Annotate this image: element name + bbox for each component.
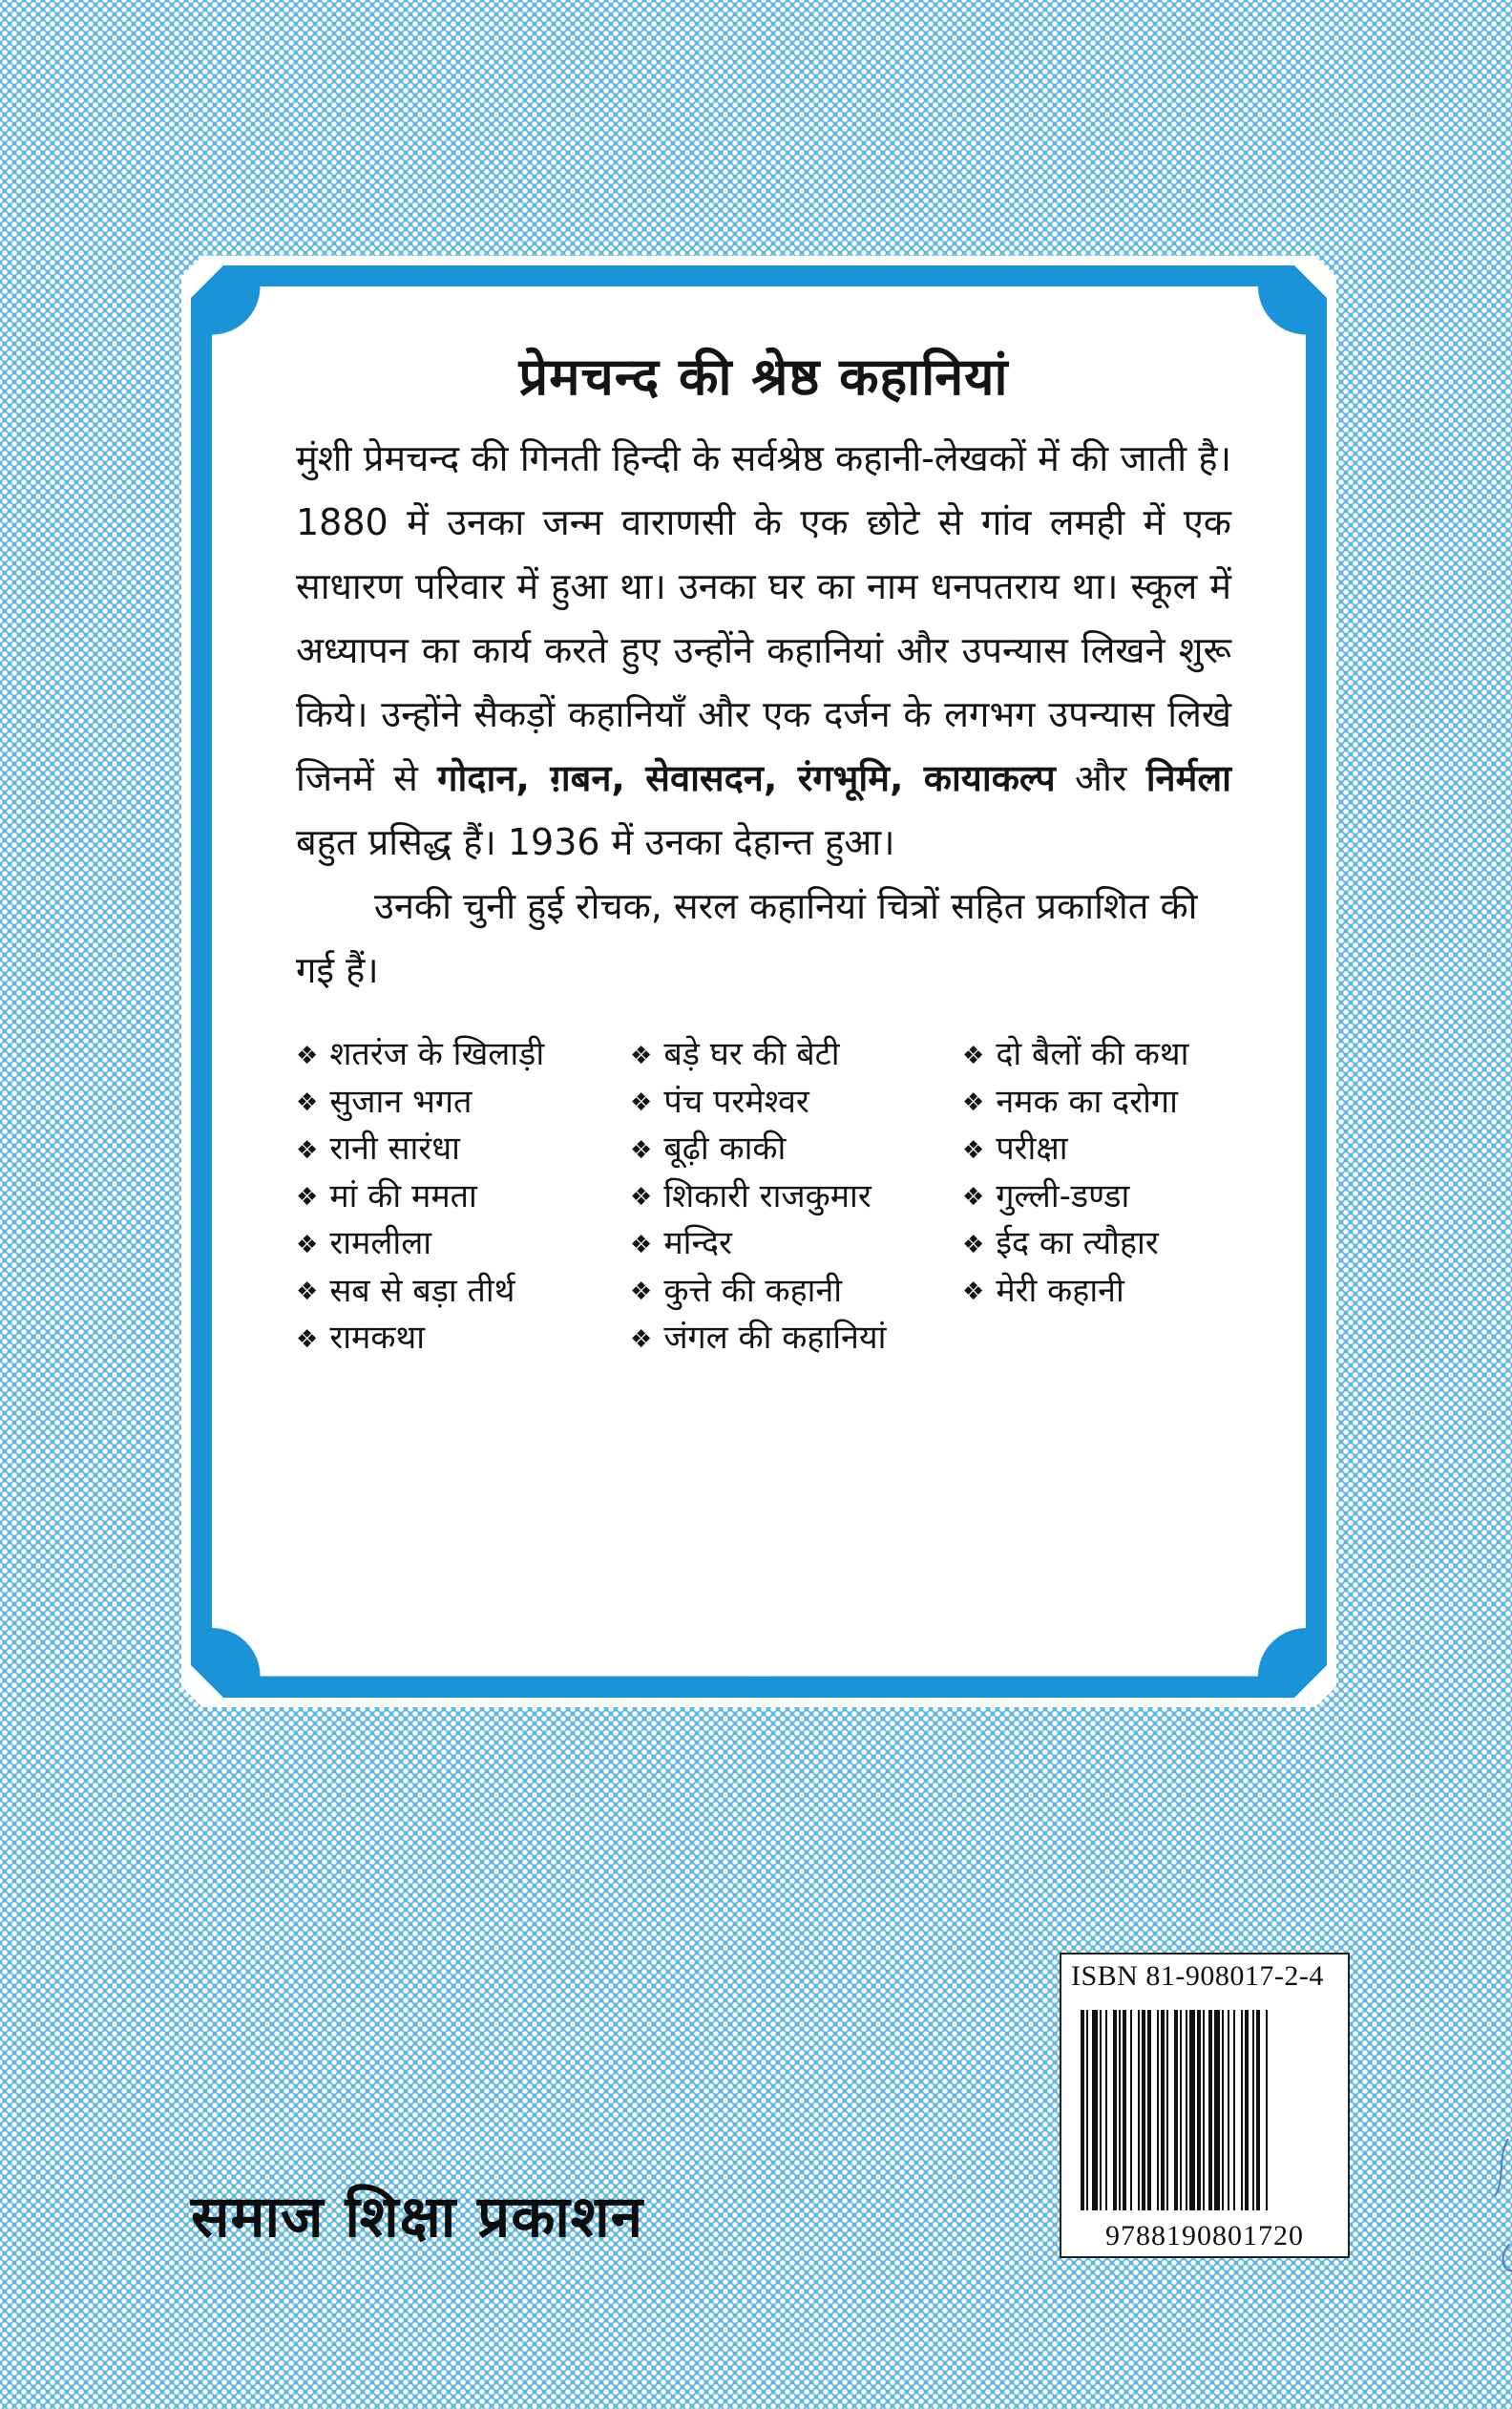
bullet-icon: ❖ xyxy=(296,1135,319,1165)
panel-content xyxy=(296,339,1231,1363)
bullet-icon: ❖ xyxy=(962,1230,985,1259)
barcode-icon xyxy=(1081,2010,1329,2210)
barcode-bar xyxy=(1197,2010,1201,2210)
description-text-end: बहुत प्रसिद्ध हैं। 1936 में उनका देहान्त हुआ। xyxy=(296,821,895,863)
bullet-icon: ❖ xyxy=(962,1135,985,1165)
bullet-icon: ❖ xyxy=(962,1183,985,1212)
bullet-icon: ❖ xyxy=(630,1088,653,1117)
bullet-icon: ❖ xyxy=(296,1230,319,1259)
story-item: ❖ मन्दिर xyxy=(630,1224,732,1262)
description-and: और xyxy=(1075,757,1127,799)
barcode-bar xyxy=(1189,2010,1195,2210)
barcode-bar xyxy=(1241,2010,1243,2210)
barcode-bar xyxy=(1266,2010,1268,2210)
story-item: ❖ परीक्षा xyxy=(962,1130,1068,1168)
story-item: ❖ शतरंज के खिलाड़ी xyxy=(296,1035,545,1073)
story-item: ❖ जंगल की कहानियां xyxy=(630,1319,887,1357)
story-item: ❖ मां की ममता xyxy=(296,1176,477,1215)
description-text: मुंशी प्रेमचन्द की गिनती हिन्दी के सर्वश्रेष्ठ कहानी-लेखकों में की जाती है। 1880 में उनका जन्म वाराणसी के एक छोटे से गांव लमही में एक साधारण परिवार में हुआ था। उनका घर का नाम धनपतराय था। स्कूल में अध्यापन का कार्य करते हुए उन्होंने कहानियां और उपन्यास लिखने शुरू किये। उन्होंने सैकड़ों कहानियाँ और एक दर्जन के लगभग उपन्यास लिखे जिनमें से xyxy=(296,437,1231,799)
story-item: ❖ मेरी कहानी xyxy=(962,1271,1124,1310)
barcode-number: 9788190801720 xyxy=(1105,2220,1304,2251)
story-list xyxy=(296,1031,1231,1363)
barcode-bar xyxy=(1203,2010,1205,2210)
barcode-bar xyxy=(1222,2010,1224,2210)
barcode-bar xyxy=(1123,2010,1126,2210)
barcode-bar xyxy=(1161,2010,1165,2210)
bullet-icon: ❖ xyxy=(962,1088,985,1117)
story-item: ❖ बूढ़ी काकी xyxy=(630,1130,787,1168)
story-item: ❖ शिकारी राजकुमार xyxy=(630,1176,872,1215)
story-item: ❖ रामलीला xyxy=(296,1224,432,1262)
bullet-icon: ❖ xyxy=(630,1135,653,1165)
barcode-bar xyxy=(1166,2010,1168,2210)
barcode-bar xyxy=(1256,2010,1260,2210)
story-item: ❖ कुत्ते की कहानी xyxy=(630,1271,843,1310)
novel-names: गोदान, ग़बन, सेवासदन, रंगभूमि, कायाकल्प xyxy=(437,757,1056,799)
story-item: ❖ दो बैलों की कथा xyxy=(962,1035,1189,1073)
bullet-icon: ❖ xyxy=(630,1278,653,1306)
bullet-icon: ❖ xyxy=(630,1183,653,1212)
story-item: ❖ बड़े घर की बेटी xyxy=(630,1035,840,1073)
novel-nirmala: निर्मला xyxy=(1145,757,1231,799)
story-column-1 xyxy=(296,1031,630,1363)
story-item: ❖ गुल्ली-डण्डा xyxy=(962,1176,1130,1215)
bullet-icon: ❖ xyxy=(296,1278,319,1306)
story-item: ❖ सुजान भगत xyxy=(296,1082,472,1121)
barcode-bar xyxy=(1233,2010,1235,2210)
bullet-icon: ❖ xyxy=(296,1041,319,1070)
barcode-bar xyxy=(1092,2010,1098,2210)
story-item: ❖ पंच परमेश्वर xyxy=(630,1082,809,1121)
barcode-bar xyxy=(1138,2010,1140,2210)
barcode-bar xyxy=(1214,2010,1220,2210)
bullet-icon: ❖ xyxy=(296,1088,319,1117)
barcode-bar xyxy=(1208,2010,1212,2210)
stray-mark-icon xyxy=(1489,2129,1512,2282)
bullet-icon: ❖ xyxy=(630,1041,653,1070)
barcode-bar xyxy=(1105,2010,1107,2210)
book-title: प्रेमचन्द की श्रेष्ठ कहानियां xyxy=(518,347,1009,407)
story-column-2 xyxy=(630,1031,962,1363)
bullet-icon: ❖ xyxy=(630,1230,653,1259)
barcode-bar xyxy=(1130,2010,1132,2210)
barcode-bar xyxy=(1142,2010,1145,2210)
story-item: ❖ रामकथा xyxy=(296,1319,426,1357)
barcode-bar xyxy=(1113,2010,1117,2210)
barcode-bar xyxy=(1086,2010,1088,2210)
barcode-bar xyxy=(1174,2010,1178,2210)
bullet-icon: ❖ xyxy=(962,1041,985,1070)
barcode-bar xyxy=(1245,2010,1249,2210)
barcode-bar xyxy=(1147,2010,1151,2210)
story-column-3 xyxy=(962,1031,1229,1363)
story-item: ❖ सब से बड़ा तीर्थ xyxy=(296,1271,515,1310)
bullet-icon: ❖ xyxy=(296,1183,319,1212)
barcode-bar xyxy=(1252,2010,1254,2210)
story-item: ❖ नमक का दरोगा xyxy=(962,1082,1178,1121)
description-paragraph-2: उनकी चुनी हुई रोचक, सरल कहानियां चित्रों सहित प्रकाशित की गई हैं। xyxy=(296,885,1198,991)
barcode-bar xyxy=(1157,2010,1159,2210)
description-paragraph xyxy=(296,427,1231,875)
isbn-label: ISBN 81-908017-2-4 xyxy=(1071,1960,1324,1992)
story-item: ❖ रानी सारंधा xyxy=(296,1130,460,1168)
story-item: ❖ ईद का त्यौहार xyxy=(962,1224,1159,1262)
isbn-barcode xyxy=(1060,1953,1350,2258)
bullet-icon: ❖ xyxy=(296,1324,319,1354)
publisher-name: समाज शिक्षा प्रकाशन xyxy=(191,2184,644,2251)
barcode-bar xyxy=(1100,2010,1102,2210)
barcode-bar xyxy=(1186,2010,1187,2210)
bullet-icon: ❖ xyxy=(630,1324,653,1354)
bullet-icon: ❖ xyxy=(962,1278,985,1306)
barcode-bar xyxy=(1180,2010,1182,2210)
barcode-bar xyxy=(1228,2010,1229,2210)
barcode-bar xyxy=(1119,2010,1121,2210)
barcode-bar xyxy=(1081,2010,1084,2210)
